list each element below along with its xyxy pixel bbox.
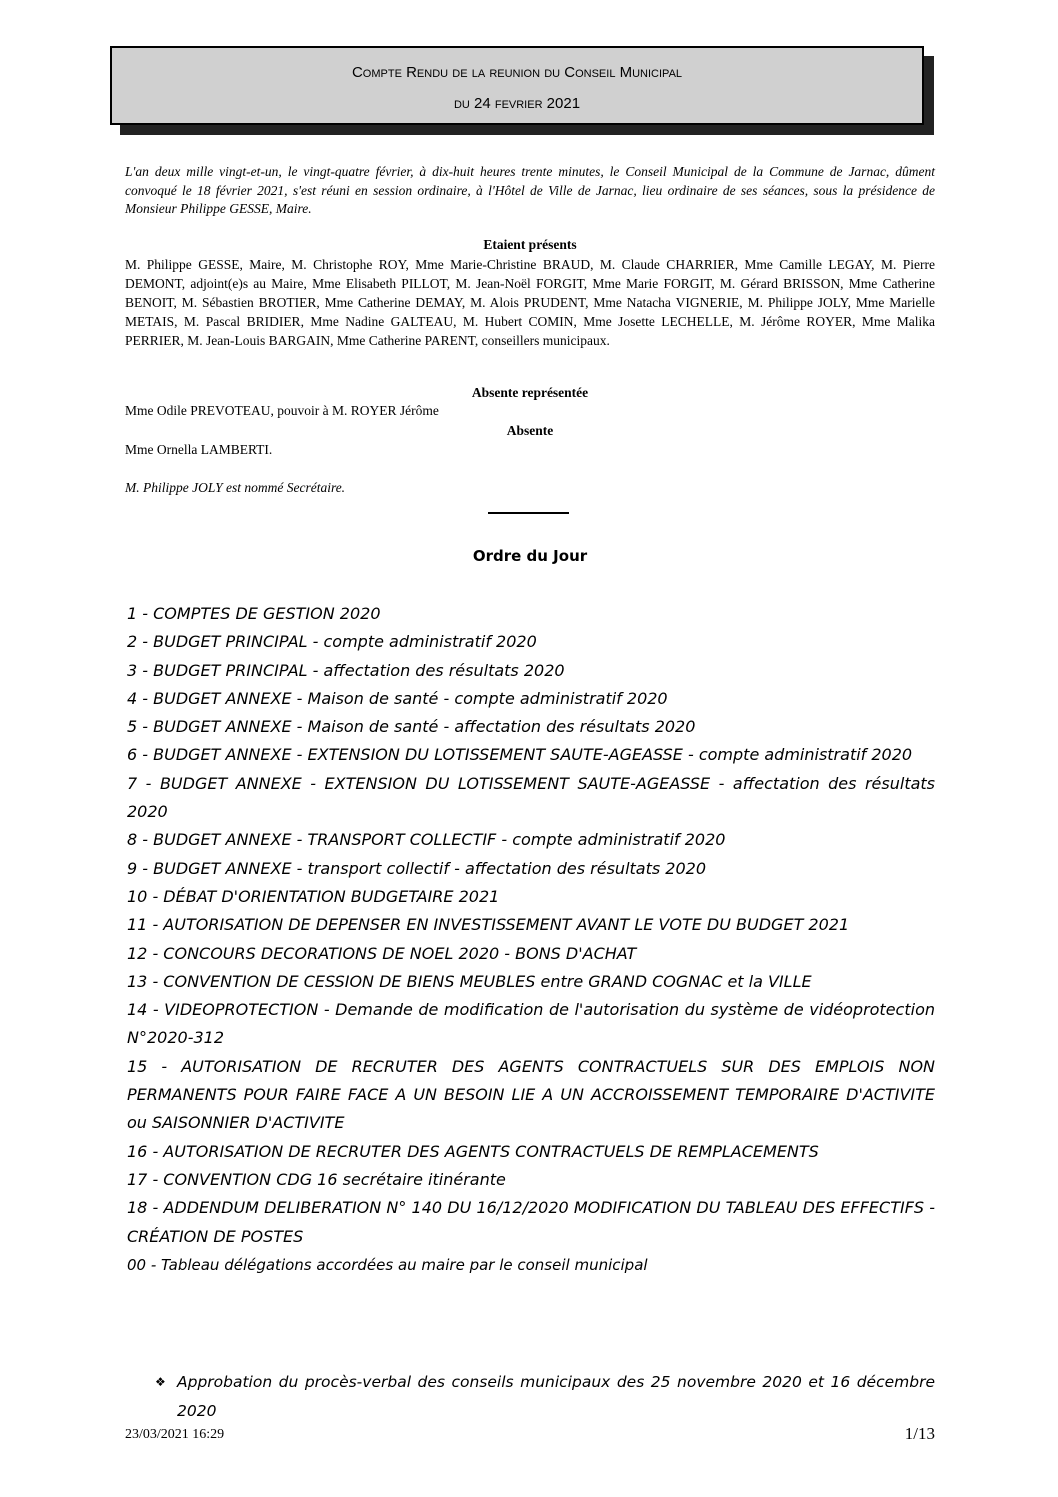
agenda-item: 13 - CONVENTION DE CESSION DE BIENS MEUBLES entre GRAND COGNAC et la VILLE: [127, 971, 812, 991]
approval-text: Approbation du procès-verbal des conseils municipaux des 25 novembre 2020 et 16 décembre 2020: [177, 1373, 935, 1420]
agenda-item: 9 - BUDGET ANNEXE - transport collectif - affectation des résultats 2020: [127, 858, 706, 878]
presents-heading: Etaient présents: [483, 237, 577, 252]
agenda-item: 4 - BUDGET ANNEXE - Maison de santé - compte administratif 2020: [127, 688, 668, 708]
page-number: 1/13: [904, 1424, 935, 1443]
intro-paragraph: L'an deux mille vingt-et-un, le vingt-quatre février, à dix-huit heures trente minutes, le Conseil Municipal de la Commune de Jarnac, dûment convoqué le 18 février 2021, s'est réuni en session ordinaire, à l'Hôtel de Ville de Jarnac, lieu ordinaire de ses séances, sous la présidence de Monsieur Philippe GESSE, Maire.: [125, 164, 935, 216]
absente-text: Mme Ornella LAMBERTI.: [125, 442, 273, 457]
agenda-item: 2 - BUDGET PRINCIPAL - compte administratif 2020: [127, 632, 537, 652]
agenda-item: 17 - CONVENTION CDG 16 secrétaire itinérante: [127, 1169, 506, 1189]
agenda-item: 11 - AUTORISATION DE DEPENSER EN INVESTISSEMENT AVANT LE VOTE DU BUDGET 2021: [127, 915, 850, 935]
agenda-item: 00 - Tableau délégations accordées au maire par le conseil municipal: [127, 1255, 648, 1274]
document-date-title: du 24 fevrier 2021: [453, 95, 581, 112]
agenda-item: 8 - BUDGET ANNEXE - TRANSPORT COLLECTIF - compte administratif 2020: [127, 830, 726, 850]
absente-representee-heading: Absente représentée: [471, 385, 589, 400]
agenda-list: [127, 600, 935, 1279]
agenda-item: 16 - AUTORISATION DE RECRUTER DES AGENTS CONTRACTUELS DE REMPLACEMENTS: [127, 1141, 819, 1161]
agenda-item: 14 - VIDEOPROTECTION - Demande de modification de l'autorisation du système de vidéoprotection N°2020-312: [127, 1000, 935, 1048]
ordre-du-jour-title: Ordre du Jour: [472, 547, 588, 565]
agenda-item: 3 - BUDGET PRINCIPAL - affectation des résultats 2020: [127, 660, 565, 680]
agenda-item: 1 - COMPTES DE GESTION 2020: [127, 604, 381, 623]
footer-date: 23/03/2021 16:29: [125, 1427, 225, 1442]
approval-bullet-item: [155, 1368, 935, 1426]
agenda-item: 10 - DÉBAT D'ORIENTATION BUDGETAIRE 2021: [127, 886, 500, 906]
agenda-item: 15 - AUTORISATION DE RECRUTER DES AGENTS CONTRACTUELS SUR DES EMPLOIS NON PERMANENTS POUR FAIRE FACE A UN BESOIN LIE A UN ACCROISSEMENT TEMPORAIRE D'ACTIVITE ou SAISONNIER D'ACTIVITE: [127, 1056, 935, 1133]
agenda-item: 6 - BUDGET ANNEXE - EXTENSION DU LOTISSEMENT SAUTE-AGEASSE - compte administratif 2020: [127, 745, 913, 765]
title-box: [110, 46, 924, 125]
presents-list: M. Philippe GESSE, Maire, M. Christophe ROY, Mme Marie-Christine BRAUD, M. Claude CHARRIER, Mme Camille LEGAY, M. Pierre DEMONT, adjoint(e)s au Maire, Mme Elisabeth PILLOT, M. Jean-Noël FORGIT, Mme Marie FORGIT, M. Gérard BRISSON, Mme Catherine BENOIT, M. Sébastien BROTIER, Mme Catherine DEMAY, M. Alois PRUDENT, Mme Natacha VIGNERIE, M. Philippe JOLY, Mme Marielle METAIS, M. Pascal BRIDIER, Mme Nadine GALTEAU, M. Hubert COMIN, Mme Josette LECHELLE, M. Jérôme ROYER, Mme Malika PERRIER, M. Jean-Louis BARGAIN, Mme Catherine PARENT, conseillers municipaux.: [125, 257, 935, 348]
bullet-icon: ❖: [155, 1375, 166, 1389]
absente-representee-text: Mme Odile PREVOTEAU, pouvoir à M. ROYER Jérôme: [125, 403, 439, 418]
secretary-note: M. Philippe JOLY est nommé Secrétaire.: [125, 480, 346, 495]
absente-heading: Absente: [506, 423, 554, 438]
document-title: Compte Rendu de la reunion du Conseil Municipal: [351, 64, 683, 81]
agenda-item: 7 - BUDGET ANNEXE - EXTENSION DU LOTISSEMENT SAUTE-AGEASSE - affectation des résultats 2020: [127, 773, 935, 822]
separator-line: [488, 512, 569, 514]
agenda-item: 18 - ADDENDUM DELIBERATION N° 140 DU 16/12/2020 MODIFICATION DU TABLEAU DES EFFECTIFS - CRÉATION DE POSTES: [127, 1198, 935, 1246]
agenda-item: 5 - BUDGET ANNEXE - Maison de santé - affectation des résultats 2020: [127, 717, 696, 737]
agenda-item: 12 - CONCOURS DECORATIONS DE NOEL 2020 - BONS D'ACHAT: [127, 943, 637, 963]
